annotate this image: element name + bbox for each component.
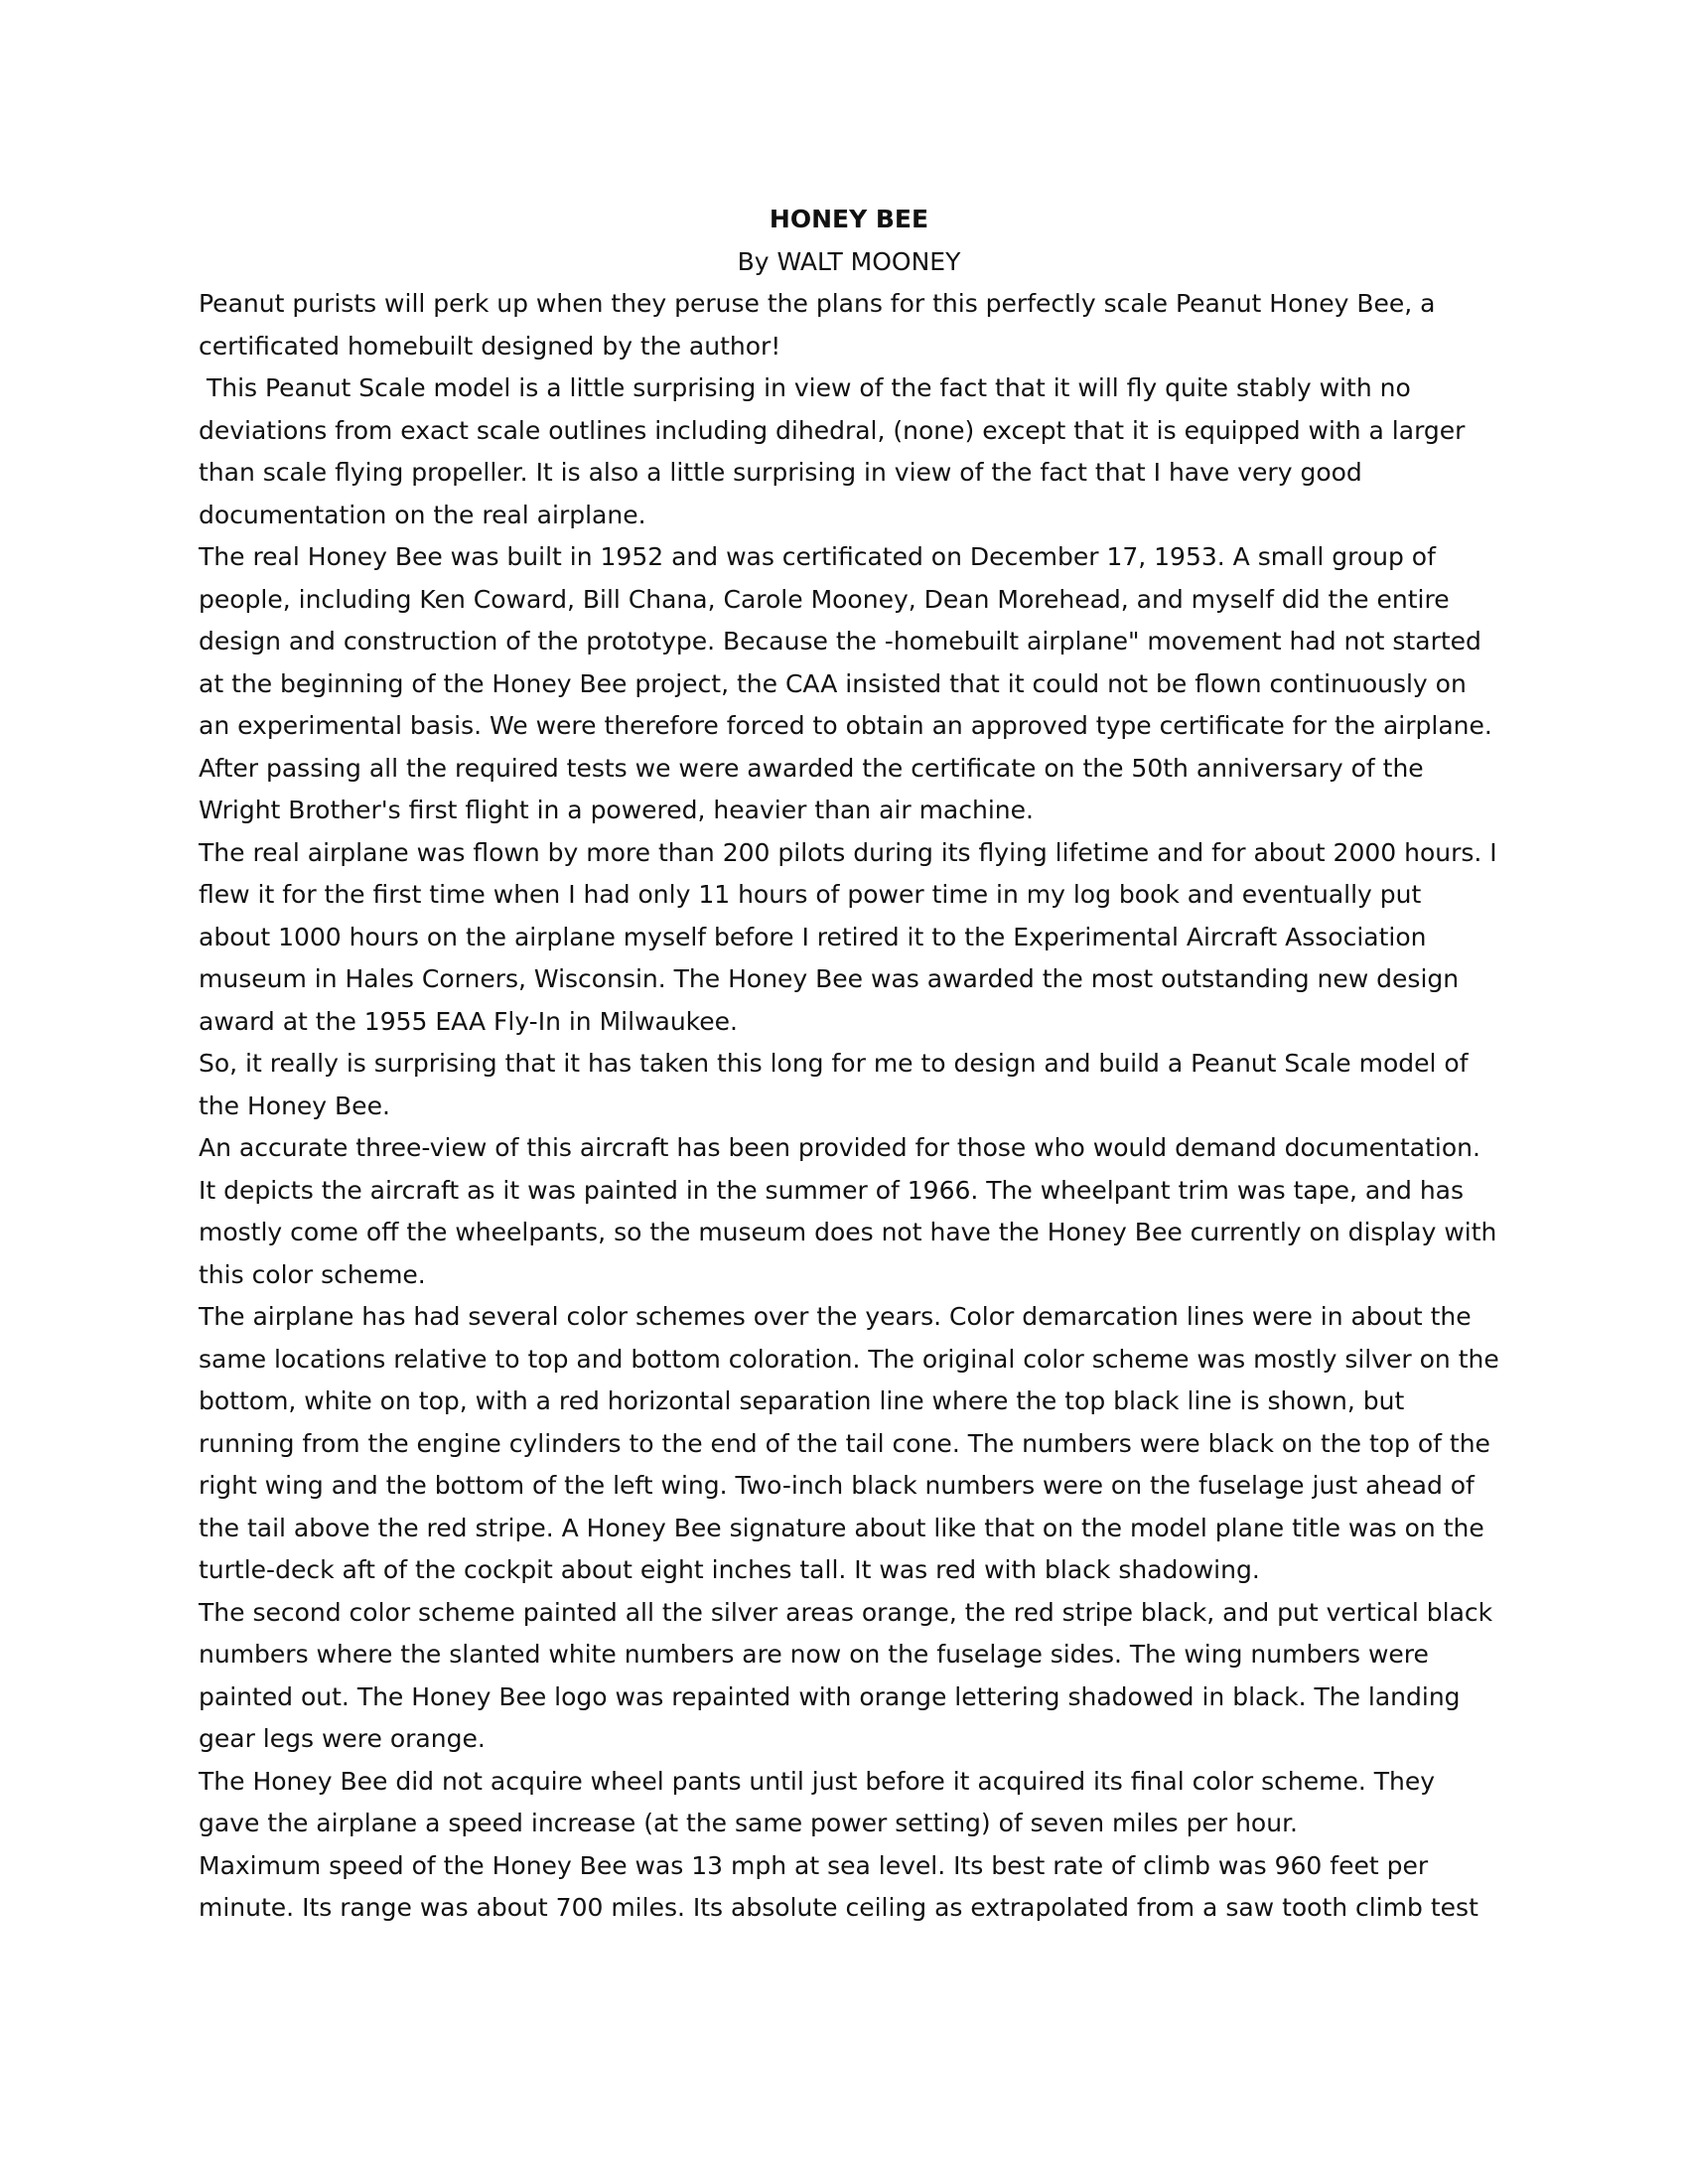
author-byline: By WALT MOONEY <box>737 246 961 276</box>
paragraph-wheel-pants: The Honey Bee did not acquire wheel pants until just before it acquired its final color scheme. They gave the airplane a speed increase (at the same power setting) of seven miles per hour. <box>199 1766 1436 1837</box>
paragraph-performance: Maximum speed of the Honey Bee was 13 mph at sea level. Its best rate of climb was 960 feet per minute. Its range was about 700 miles. Its absolute ceiling as extrapolated from a saw tooth climb test <box>199 1850 1478 1922</box>
document-title: HONEY BEE <box>769 205 929 233</box>
paragraph-second-scheme: The second color scheme painted all the silver areas orange, the red stripe black, and put vertical black numbers where the slanted white numbers are now on the fuselage sides. The wing numbers were painted out. The Honey Bee logo was repainted with orange lettering shadowed in black. The landing gear legs were orange. <box>199 1597 1493 1753</box>
paragraph-history: The real Honey Bee was built in 1952 and was certificated on December 17, 1953. A small group of people, including Ken Coward, Bill Chana, Carole Mooney, Dean Morehead, and myself did the entire design and construction of the prototype. Because the -homebuilt airplane" movement had not started at the beginning of the Honey Bee project, the CAA insisted that it could not be flown continuously on an experimental basis. We were therefore forced to obtain an approved type certificate for the airplane. After passing all the required tests we were awarded the certificate on the 50th anniversary of the Wright Brother's first flight in a powered, heavier than air machine. <box>199 542 1492 824</box>
paragraph-intro: Peanut purists will perk up when they peruse the plans for this perfectly scale Peanut Honey Bee, a certificated homebuilt designed by the author! <box>199 289 1436 361</box>
document-body <box>199 199 1499 1930</box>
paragraph-flight-record: The real airplane was flown by more than 200 pilots during its flying lifetime and for about 2000 hours. I flew it for the first time when I had only 11 hours of power time in my log book and eventually put about 1000 hours on the airplane myself before I retired it to the Experimental Aircraft Association museum in Hales Corners, Wisconsin. The Honey Bee was awarded the most outstanding new design award at the 1955 EAA Fly-In in Milwaukee. <box>199 837 1497 1036</box>
paragraph-surprising: So, it really is surprising that it has taken this long for me to design and build a Peanut Scale model of the Honey Bee. <box>199 1049 1469 1120</box>
paragraph-color-schemes: The airplane has had several color schemes over the years. Color demarcation lines were in about the same locations relative to top and bottom coloration. The original color scheme was mostly silver on the bottom, white on top, with a red horizontal separation line where the top black line is shown, but running from the engine cylinders to the end of the tail cone. The numbers were black on the top of the right wing and the bottom of the left wing. Two-inch black numbers were on the fuselage just ahead of the tail above the red stripe. A Honey Bee signature about like that on the model plane title was on the turtle-deck aft of the cockpit about eight inches tall. It was red with black shadowing. <box>199 1302 1499 1584</box>
paragraph-model-stability: This Peanut Scale model is a little surprising in view of the fact that it will fly quite stably with no deviations from exact scale outlines including dihedral, (none) except that it is equipped with a larger than scale flying propeller. It is also a little surprising in view of the fact that I have very good documentation on the real airplane. <box>199 373 1466 529</box>
paragraph-three-view: An accurate three-view of this aircraft has been provided for those who would demand documentation. It depicts the aircraft as it was painted in the summer of 1966. The wheelpant trim was tape, and has mostly come off the wheelpants, so the museum does not have the Honey Bee currently on display with this color scheme. <box>199 1133 1497 1289</box>
